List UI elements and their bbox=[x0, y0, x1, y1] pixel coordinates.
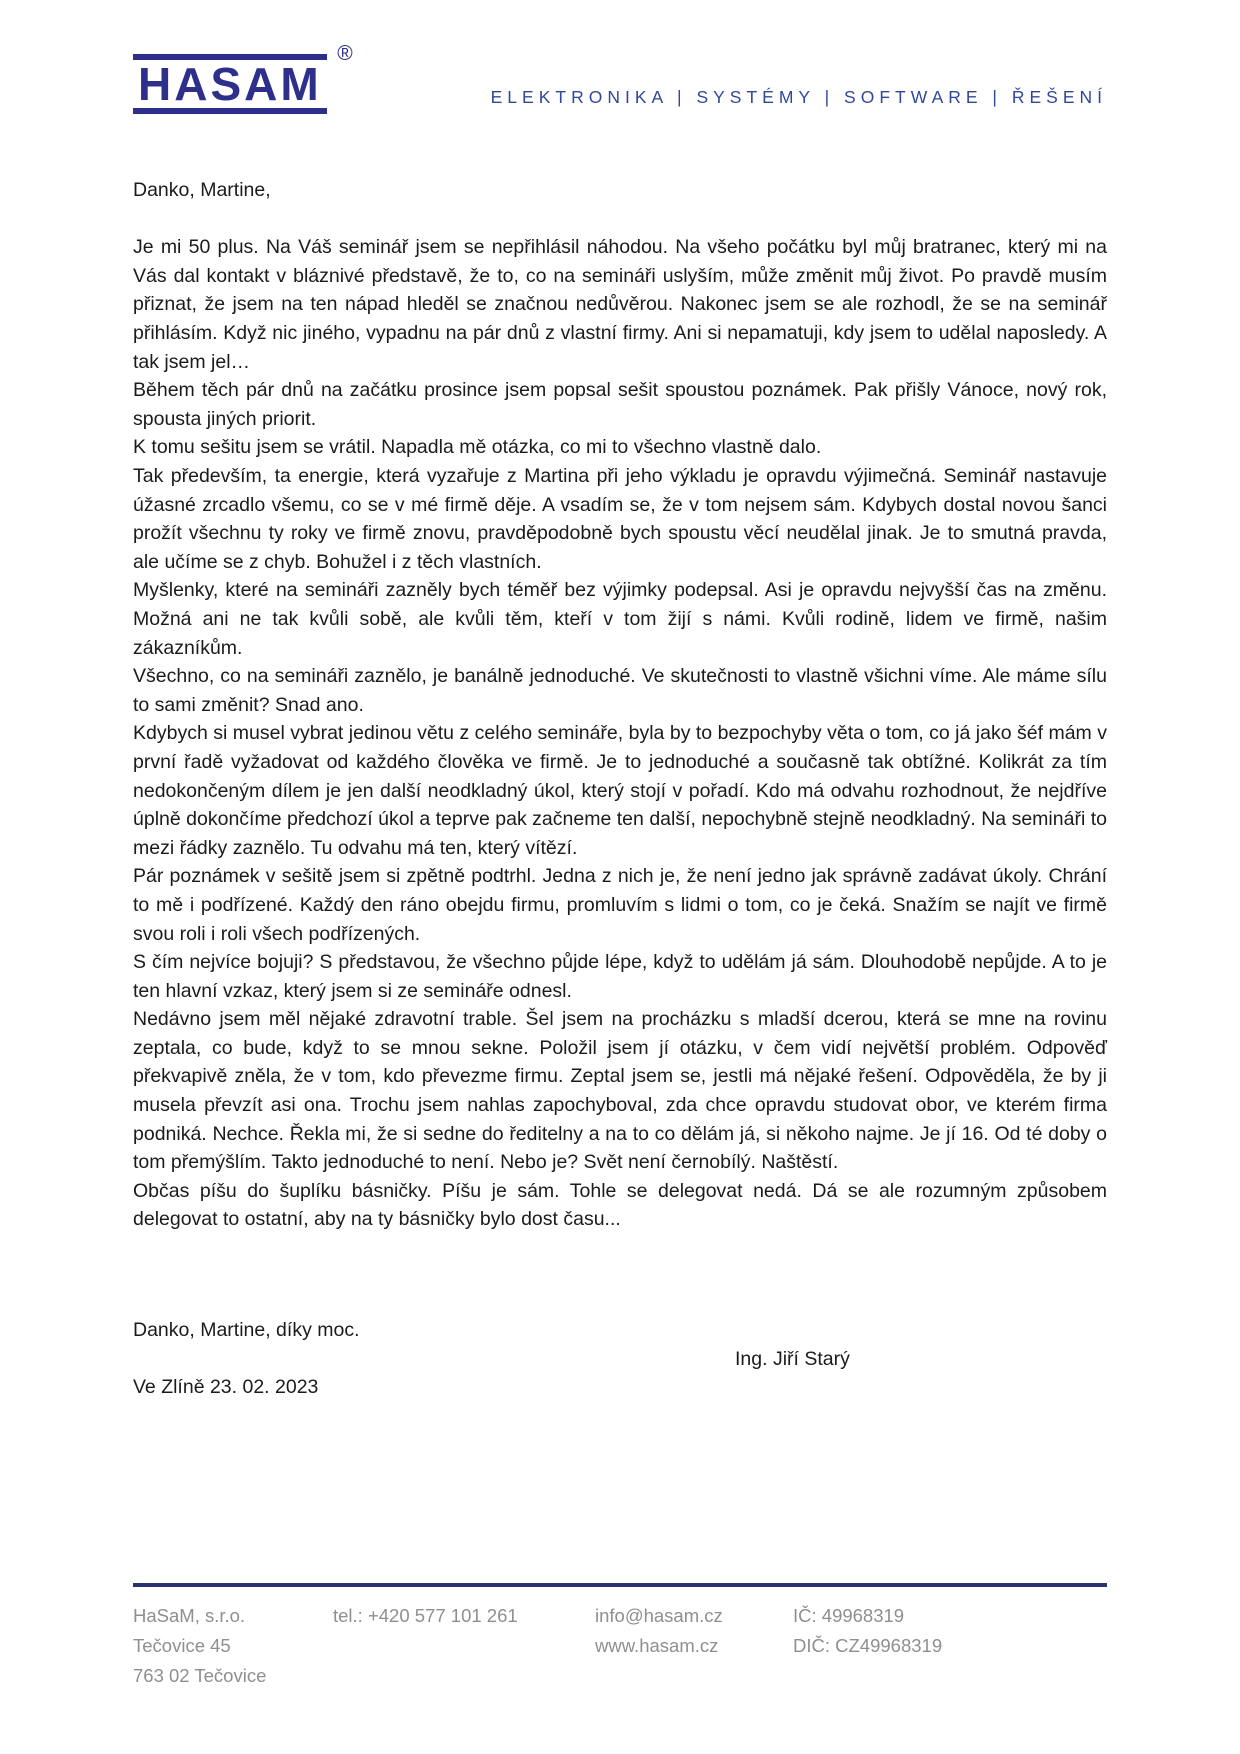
paragraph: Pár poznámek v sešitě jsem si zpětně podtrhl. Jedna z nich je, že není jedno jak správně zadávat úkoly. Chrání to mě i podřízené. Každý den ráno obejdu firmu, promluvím s lidmi o tom, co je čeká. Snažím se najít ve firmě svou roli i roli všech podřízených. bbox=[133, 865, 1107, 945]
place-and-date: Ve Zlíně 23. 02. 2023 bbox=[133, 1376, 319, 1399]
company-tagline: ELEKTRONIKA | SYSTÉMY | SOFTWARE | ŘEŠENÍ bbox=[490, 87, 1107, 108]
company-website: www.hasam.cz bbox=[595, 1635, 719, 1656]
paragraph: Během těch pár dnů na začátku prosince jsem popsal sešit spoustou poznámek. Pak přišly Vánoce, nový rok, spousta jiných priorit. bbox=[133, 379, 1107, 430]
paragraph: Tak především, ta energie, která vyzařuje z Martina při jeho výkladu je opravdu výjimečná. Seminář nastavuje úžasné zrcadlo všemu, co se v mé firmě děje. A vsadím se, že v tom nejsem sám. Kdybych dostal novou šanci prožít všechnu ty roky ve firmě znovu, pravděpodobně bych spoustu věcí neudělal jinak. Je to smutná pravda, ale učíme se z chyb. Bohužel i z těch vlastních. bbox=[133, 465, 1107, 573]
company-street: Tečovice 45 bbox=[133, 1635, 231, 1656]
paragraph: Občas píšu do šuplíku básničky. Píšu je sám. Tohle se delegovat nedá. Dá se ale rozumným způsobem delegovat to ostatní, aby na ty básničky bylo dost času... bbox=[133, 1179, 1107, 1231]
footer-address-column bbox=[133, 1601, 333, 1691]
letter-body bbox=[0, 176, 1240, 1402]
footer-columns bbox=[133, 1601, 1107, 1691]
paragraph: Kdybych si musel vybrat jedinou větu z celého semináře, byla by to bezpochyby věta o tom, co já jako šéf mám v první řadě vyžadovat od každého člověka ve firmě. Je to jednoduché a současně tak obtížné. Kolikrát za tím nedokončeným dílem je jen další neodkladný úkol, který stojí v pořadí. Kdo má odvahu rozhodnout, že nejdříve úplně dokončíme předchozí úkol a teprve pak začneme ten další, nepochybně stejně neodkladný. Na semináři to mezi řádky zaznělo. Tu odvahu má ten, který vítězí. bbox=[133, 722, 1107, 859]
thanks-line: Danko, Martine, díky moc. bbox=[133, 1319, 360, 1342]
company-name: HaSaM, s.r.o. bbox=[133, 1605, 246, 1626]
paragraph: Nedávno jsem měl nějaké zdravotní trable. Šel jsem na procházku s mladší dcerou, která se mne na rovinu zeptala, co bude, když to se mnou sekne. Položil jsem jí otázku, v čem vidí největší problém. Odpověď překvapivě zněla, že v tom, kdo převezme firmu. Zeptal jsem se, jestli má nějaké řešení. Odpověděla, že by ji musela převzít asi ona. Trochu jsem nahlas zapochyboval, zda chce opravdu studovat obor, ve kterém firma podniká. Nechce. Řekla mi, že si sedne do ředitelny a na to co dělám já, si někoho najme. Je jí 16. Od té doby o tom přemýšlím. Takto jednoduché to není. Nebo je? Svět není černobílý. Naštěstí. bbox=[133, 1008, 1107, 1174]
page-footer bbox=[133, 1583, 1107, 1691]
hasam-logo-frame bbox=[133, 54, 327, 114]
company-ic: IČ: 49968319 bbox=[793, 1605, 905, 1626]
salutation: Danko, Martine, bbox=[133, 179, 271, 202]
paragraph: K tomu sešitu jsem se vrátil. Napadla mě otázka, co mi to všechno vlastně dalo. bbox=[133, 436, 822, 459]
footer-divider bbox=[133, 1583, 1107, 1587]
registered-trademark-icon: ® bbox=[337, 42, 353, 65]
paragraph: S čím nejvíce bojuji? S představou, že všechno půjde lépe, když to udělám já sám. Dlouhodobě nepůjde. A to je ten hlavní vzkaz, který jsem si ze semináře odnesl. bbox=[133, 951, 1107, 1002]
hasam-logo-text: HASAM bbox=[138, 58, 322, 110]
paragraph: Všechno, co na semináři zaznělo, je banálně jednoduché. Ve skutečnosti to vlastně všichni víme. Ale máme sílu to sami změnit? Snad ano. bbox=[133, 665, 1107, 716]
company-phone: tel.: +420 577 101 261 bbox=[333, 1605, 518, 1626]
footer-phone-column bbox=[333, 1601, 595, 1691]
letterhead bbox=[0, 0, 1240, 114]
footer-contact-column bbox=[595, 1601, 793, 1691]
company-city: 763 02 Tečovice bbox=[133, 1665, 267, 1686]
signature-name: Ing. Jiří Starý bbox=[735, 1347, 850, 1370]
footer-registration-column bbox=[793, 1601, 1107, 1691]
paragraph: Myšlenky, které na semináři zazněly bych téměř bez výjimky podepsal. Asi je opravdu nejvyšší čas na změnu. Možná ani ne tak kvůli sobě, ale kvůli těm, kteří v tom žijí s námi. Kvůli rodině, lidem ve firmě, našim zákazníkům. bbox=[133, 579, 1107, 659]
company-email: info@hasam.cz bbox=[595, 1605, 723, 1626]
closing-gap bbox=[133, 1234, 1107, 1316]
paragraph: Je mi 50 plus. Na Váš seminář jsem se nepřihlásil náhodou. Na všeho počátku byl můj bratranec, který mi na Vás dal kontakt v bláznivé představě, že to, co na semináři uslyším, může změnit můj život. Po pravdě musím přiznat, že jsem na ten nápad hleděl se značnou nedůvěrou. Nakonec jsem se ale rozhodl, že se na seminář přihlásím. Když nic jiného, vypadnu na pár dnů z vlastní firmy. Ani si nepamatuji, kdy jsem to udělal naposledy. A tak jsem jel… bbox=[133, 236, 1107, 373]
company-dic: DIČ: CZ49968319 bbox=[793, 1635, 943, 1656]
hasam-logo bbox=[133, 42, 353, 114]
